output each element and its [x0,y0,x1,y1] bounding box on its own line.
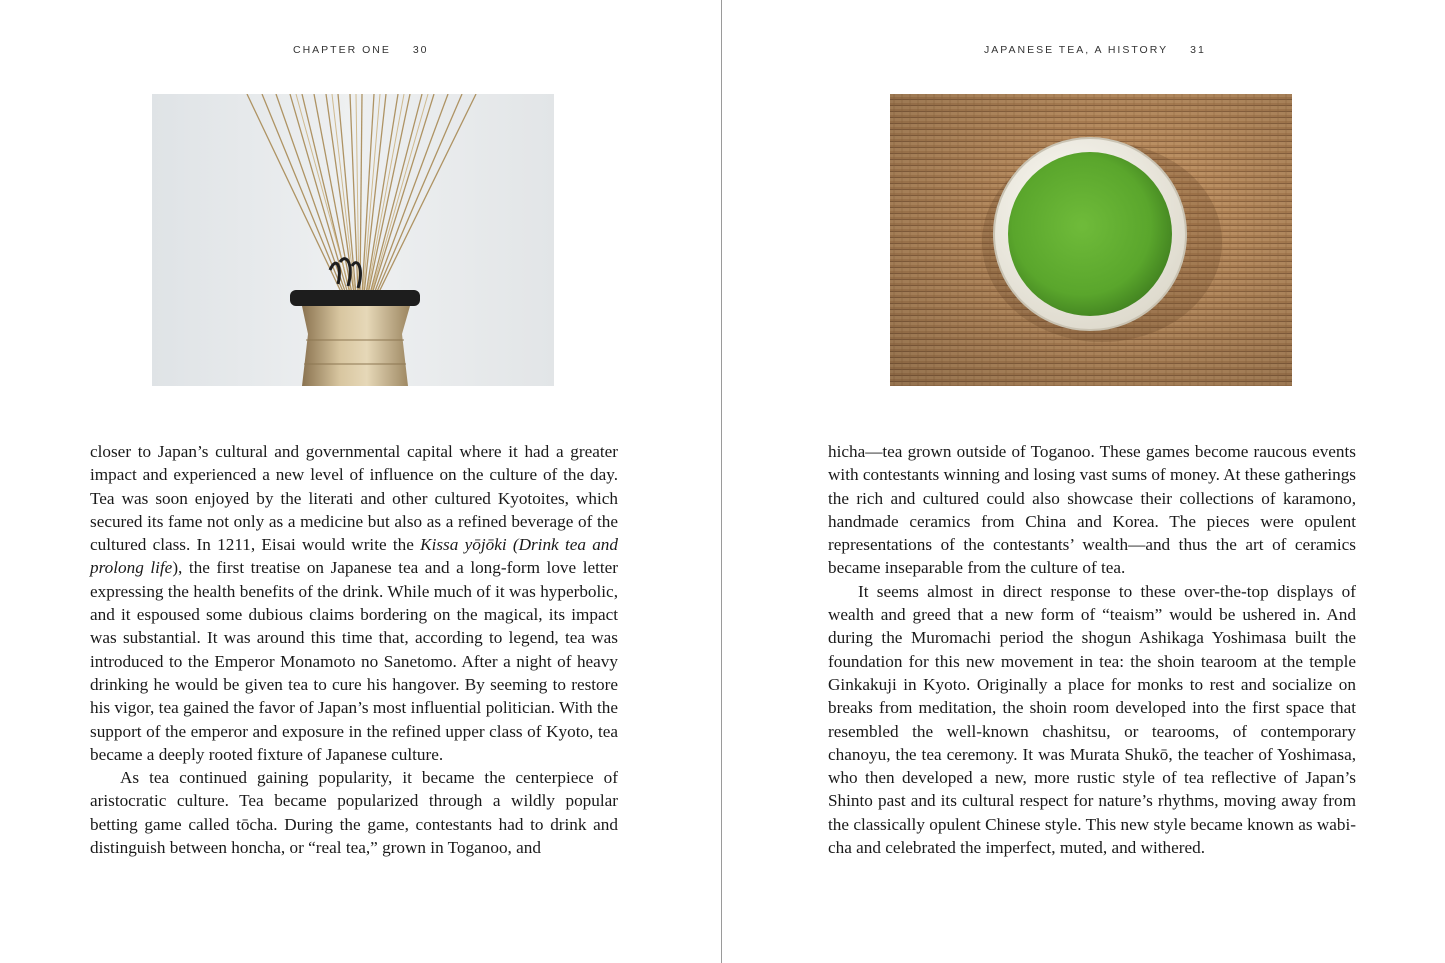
section-title: JAPANESE TEA, A HISTORY [984,44,1169,56]
left-page [0,0,722,963]
body-paragraph: closer to Japan’s cultural and governmental capital where it had a greater impact and experienced a new level of influence on the culture of the day. Tea was soon enjoyed by the literati and other cultured Kyotoites, which secured its fame not only as a medicine but also as a refined beverage of the cultured class. In 1211, Eisai would write the Kissa yōjōki (Drink tea and prolong life), the first treatise on Japanese tea and a long-form love letter expressing the health benefits of the drink. While much of it was hyperbolic, and it espoused some dubious claims bordering on the magical, its impact was substantial. It was around this time that, according to legend, tea was introduced to the Emperor Monamoto no Sanetomo. After a night of heavy drinking he would be given tea to cure his hangover. By seeming to restore his vigor, tea gained the favor of Japan’s most influential politician. With the support of the emperor and exposure in the refined upper class of Kyoto, tea became a deeply rooted fixture of Japanese culture. [90,442,619,764]
matcha-bowl-photo-icon [890,94,1292,386]
right-running-head [984,44,1206,56]
book-title-italic: Kissa yōjōki (Drink tea and prolong life [90,535,618,578]
right-page [722,0,1445,963]
chapter-title: CHAPTER ONE [293,44,391,56]
bamboo-tea-whisk-image [152,94,554,386]
body-paragraph: It seems almost in direct response to these over-the-top displays of wealth and greed that a new form of “teaism” would be ushered in. And during the Muromachi period the shogun Ashikaga Yoshimasa built the foundation for this new movement in tea: the shoin tearoom at the temple Ginkakuji in Kyoto. Originally a place for monks to rest and socialize on breaks from meditation, the shoin room developed into the first space that resembled the well-known chashitsu, or tearooms, of contemporary chanoyu, the tea ceremony. It was Murata Shukō, the teacher of Yoshimasa, who then developed a new, more rustic style of tea reflective of Japan’s Shinto past and its cultural respect for nature’s rhythms, moving away from the classically opulent Chinese style. This new style became known as wabi-cha and celebrated the imperfect, muted, and withered. [828,581,1356,858]
right-body-text [828,440,1356,859]
matcha-bowl-on-tatami-image [890,94,1292,386]
right-page-number: 31 [1190,44,1206,56]
body-paragraph: As tea continued gaining popularity, it became the centerpiece of aristocratic culture. Tea became popularized through a wildly popular betting game called tōcha. During the game, contestants had to drink and distinguish between honcha, or “real tea,” grown in Toganoo, and [90,768,618,858]
body-paragraph: hicha—tea grown outside of Toganoo. These games become raucous events with contestants winning and losing vast sums of money. At these gatherings the rich and cultured could also showcase their collections of karamono, handmade ceramics from China and Korea. The pieces were opulent representations of the contestants’ wealth—and thus the art of ceramics became inseparable from the culture of tea. [828,442,1356,578]
tea-whisk-photo-icon [152,94,554,386]
left-body-text [90,440,618,859]
left-running-head [293,44,429,56]
left-page-number: 30 [412,44,429,56]
